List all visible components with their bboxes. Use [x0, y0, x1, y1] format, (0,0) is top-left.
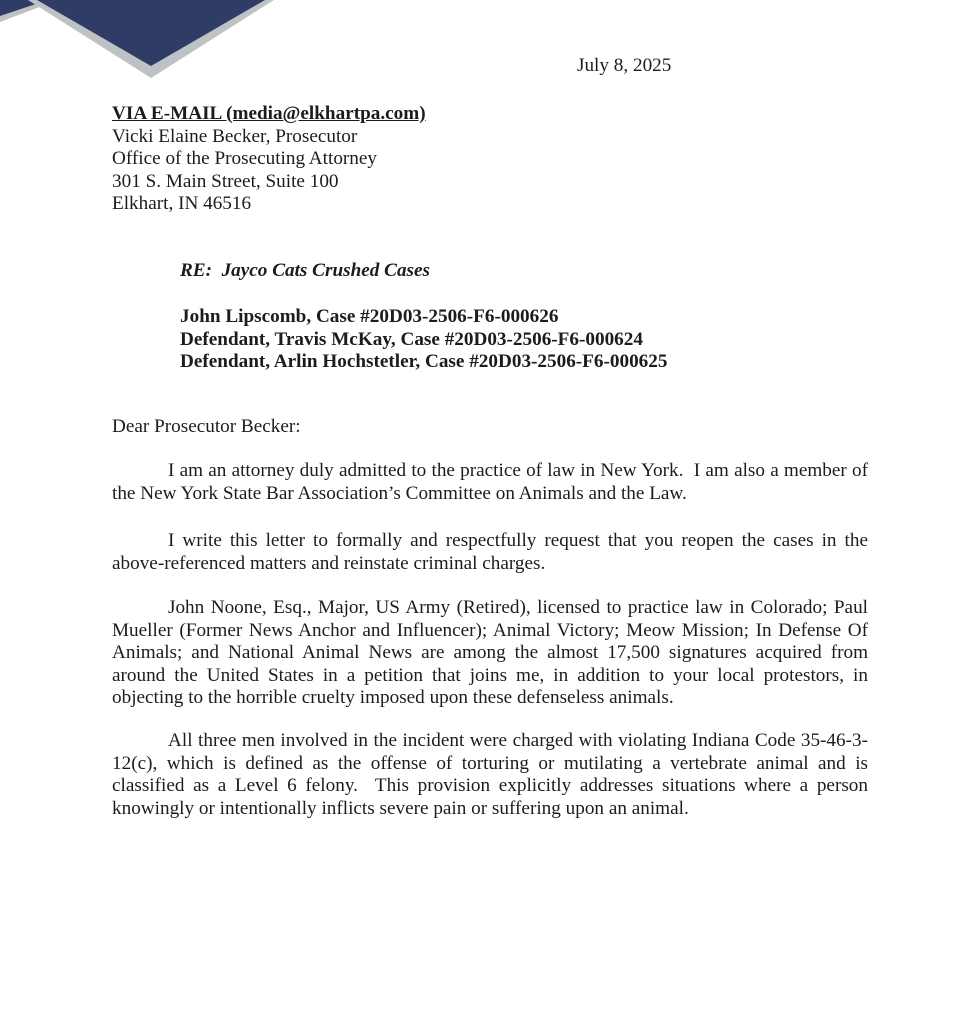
recipient-street: 301 S. Main Street, Suite 100: [112, 170, 339, 192]
case-line: John Lipscomb, Case #20D03-2506-F6-000626: [180, 306, 559, 327]
body-paragraph: I am an attorney duly admitted to the practice of law in New York. I am also a member of the New York State Bar Association’s Committee on Animals and the Law.: [112, 460, 873, 504]
recipient-address-block: [112, 103, 868, 216]
body-paragraph: John Noone, Esq., Major, US Army (Retired), licensed to practice law in Colorado; Paul Mueller (Former News Anchor and Influencer); Animal Victory; Meow Mission; In Defense Of Animals; and National Animal News are among the almost 17,500 signatures acquired from around the United States in a petition that joins me, in addition to your local protestors, in objecting to the horrible cruelty imposed upon these defenseless animals.: [112, 597, 873, 708]
case-line: Defendant, Travis McKay, Case #20D03-2506-F6-000624: [180, 328, 643, 350]
salutation: Dear Prosecutor Becker:: [112, 416, 301, 437]
delivery-method-line: VIA E-MAIL (media@elkhartpa.com): [112, 103, 426, 124]
body-paragraph: I write this letter to formally and respectfully request that you reopen the cases in the above-referenced matters and reinstate criminal charges.: [112, 530, 873, 574]
letter-date: July 8, 2025: [577, 55, 672, 76]
letter-content: [112, 55, 873, 820]
recipient-city: Elkhart, IN 46516: [112, 193, 252, 214]
recipient-name: Vicki Elaine Becker, Prosecutor: [112, 125, 358, 147]
re-subject-line: RE: Jayco Cats Crushed Cases: [180, 260, 430, 281]
case-list: [180, 306, 868, 374]
body-paragraph: All three men involved in the incident were charged with violating Indiana Code 35-46-3-12(c), which is defined as the offense of torturing or mutilating a vertebrate animal and is classified as a Level 6 felony. This provision explicitly addresses situations where a person knowingly or intentionally inflicts severe pain or suffering upon an animal.: [112, 730, 873, 819]
recipient-office: Office of the Prosecuting Attorney: [112, 148, 378, 169]
case-line: Defendant, Arlin Hochstetler, Case #20D03-2506-F6-000625: [180, 351, 668, 372]
